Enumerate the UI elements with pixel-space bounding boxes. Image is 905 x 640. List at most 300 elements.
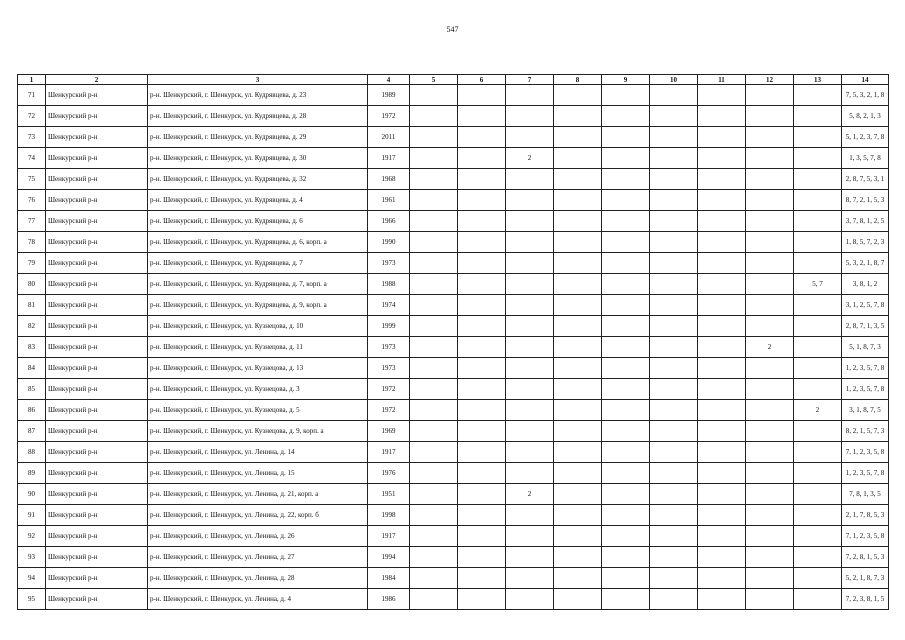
col12-cell bbox=[746, 316, 794, 337]
table-row bbox=[18, 232, 889, 253]
col12-cell bbox=[746, 568, 794, 589]
col7-cell bbox=[506, 253, 554, 274]
address-cell: р-н. Шенкурский, г. Шенкурск, ул. Ленина, д. 27 bbox=[148, 547, 368, 568]
col6-cell bbox=[458, 169, 506, 190]
col5-cell bbox=[410, 85, 458, 106]
col8-cell bbox=[554, 421, 602, 442]
col11-cell bbox=[698, 400, 746, 421]
col7-cell bbox=[506, 442, 554, 463]
district-cell: Шенкурский р-н bbox=[46, 484, 148, 505]
year-cell: 1990 bbox=[368, 232, 410, 253]
address-cell: р-н. Шенкурский, г. Шенкурск, ул. Кудрявцева, д. 6 bbox=[148, 211, 368, 232]
col13-cell bbox=[794, 505, 842, 526]
district-cell: Шенкурский р-н bbox=[46, 316, 148, 337]
column-header-5: 5 bbox=[410, 75, 458, 85]
col6-cell bbox=[458, 400, 506, 421]
col5-cell bbox=[410, 547, 458, 568]
col7-cell bbox=[506, 505, 554, 526]
col8-cell bbox=[554, 589, 602, 610]
col7-cell bbox=[506, 547, 554, 568]
col12-cell bbox=[746, 526, 794, 547]
col6-cell bbox=[458, 106, 506, 127]
col9-cell bbox=[602, 148, 650, 169]
address-cell: р-н. Шенкурский, г. Шенкурск, ул. Кудрявцева, д. 30 bbox=[148, 148, 368, 169]
district-cell: Шенкурский р-н bbox=[46, 421, 148, 442]
col14-cell: 3, 8, 1, 2 bbox=[842, 274, 889, 295]
year-cell: 1969 bbox=[368, 421, 410, 442]
table-row bbox=[18, 169, 889, 190]
col6-cell bbox=[458, 358, 506, 379]
header-row bbox=[18, 75, 889, 85]
col10-cell bbox=[650, 526, 698, 547]
table-row bbox=[18, 358, 889, 379]
col9-cell bbox=[602, 589, 650, 610]
col9-cell bbox=[602, 526, 650, 547]
col5-cell bbox=[410, 379, 458, 400]
col10-cell bbox=[650, 190, 698, 211]
col9-cell bbox=[602, 316, 650, 337]
row-number: 92 bbox=[18, 526, 46, 547]
col9-cell bbox=[602, 547, 650, 568]
district-cell: Шенкурский р-н bbox=[46, 505, 148, 526]
col5-cell bbox=[410, 484, 458, 505]
col10-cell bbox=[650, 106, 698, 127]
col14-cell: 8, 7, 2, 1, 5, 3 bbox=[842, 190, 889, 211]
col10-cell bbox=[650, 316, 698, 337]
col7-cell bbox=[506, 358, 554, 379]
page-number: 547 bbox=[446, 25, 459, 34]
table-row bbox=[18, 190, 889, 211]
col7-cell: 2 bbox=[506, 148, 554, 169]
table-row bbox=[18, 589, 889, 610]
address-cell: р-н. Шенкурский, г. Шенкурск, ул. Кудрявцева, д. 7 bbox=[148, 253, 368, 274]
table-row bbox=[18, 253, 889, 274]
col7-cell bbox=[506, 211, 554, 232]
year-cell: 1972 bbox=[368, 379, 410, 400]
year-cell: 1966 bbox=[368, 211, 410, 232]
address-cell: р-н. Шенкурский, г. Шенкурск, ул. Кудрявцева, д. 29 bbox=[148, 127, 368, 148]
col9-cell bbox=[602, 484, 650, 505]
col12-cell bbox=[746, 547, 794, 568]
col10-cell bbox=[650, 295, 698, 316]
col12-cell bbox=[746, 463, 794, 484]
col11-cell bbox=[698, 148, 746, 169]
table-row bbox=[18, 316, 889, 337]
col13-cell bbox=[794, 337, 842, 358]
col5-cell bbox=[410, 568, 458, 589]
col8-cell bbox=[554, 253, 602, 274]
col6-cell bbox=[458, 190, 506, 211]
col5-cell bbox=[410, 337, 458, 358]
col6-cell bbox=[458, 295, 506, 316]
col5-cell bbox=[410, 421, 458, 442]
row-number: 90 bbox=[18, 484, 46, 505]
col13-cell bbox=[794, 463, 842, 484]
col9-cell bbox=[602, 190, 650, 211]
row-number: 79 bbox=[18, 253, 46, 274]
address-cell: р-н. Шенкурский, г. Шенкурск, ул. Кузнецова, д. 11 bbox=[148, 337, 368, 358]
table-row bbox=[18, 85, 889, 106]
row-number: 94 bbox=[18, 568, 46, 589]
col13-cell bbox=[794, 190, 842, 211]
table-row bbox=[18, 568, 889, 589]
district-cell: Шенкурский р-н bbox=[46, 253, 148, 274]
col11-cell bbox=[698, 169, 746, 190]
col9-cell bbox=[602, 85, 650, 106]
year-cell: 2011 bbox=[368, 127, 410, 148]
col13-cell bbox=[794, 211, 842, 232]
column-header-10: 10 bbox=[650, 75, 698, 85]
col11-cell bbox=[698, 190, 746, 211]
year-cell: 1973 bbox=[368, 253, 410, 274]
col14-cell: 7, 1, 2, 3, 5, 8 bbox=[842, 526, 889, 547]
row-number: 76 bbox=[18, 190, 46, 211]
district-cell: Шенкурский р-н bbox=[46, 295, 148, 316]
col11-cell bbox=[698, 337, 746, 358]
address-cell: р-н. Шенкурский, г. Шенкурск, ул. Кузнецова, д. 13 bbox=[148, 358, 368, 379]
district-cell: Шенкурский р-н bbox=[46, 442, 148, 463]
col13-cell bbox=[794, 589, 842, 610]
col5-cell bbox=[410, 253, 458, 274]
col14-cell: 8, 2, 1, 5, 7, 3 bbox=[842, 421, 889, 442]
col10-cell bbox=[650, 253, 698, 274]
col11-cell bbox=[698, 253, 746, 274]
table-row bbox=[18, 379, 889, 400]
col5-cell bbox=[410, 211, 458, 232]
col13-cell: 5, 7 bbox=[794, 274, 842, 295]
col7-cell bbox=[506, 337, 554, 358]
col10-cell bbox=[650, 148, 698, 169]
col9-cell bbox=[602, 106, 650, 127]
col12-cell bbox=[746, 358, 794, 379]
col5-cell bbox=[410, 169, 458, 190]
row-number: 89 bbox=[18, 463, 46, 484]
col5-cell bbox=[410, 358, 458, 379]
column-header-3: 3 bbox=[148, 75, 368, 85]
row-number: 71 bbox=[18, 85, 46, 106]
table-body bbox=[18, 85, 889, 610]
col9-cell bbox=[602, 568, 650, 589]
col7-cell bbox=[506, 274, 554, 295]
col9-cell bbox=[602, 169, 650, 190]
col10-cell bbox=[650, 85, 698, 106]
address-cell: р-н. Шенкурский, г. Шенкурск, ул. Кудрявцева, д. 4 bbox=[148, 190, 368, 211]
col6-cell bbox=[458, 232, 506, 253]
col13-cell bbox=[794, 358, 842, 379]
register-table bbox=[17, 74, 889, 610]
col13-cell bbox=[794, 442, 842, 463]
col12-cell bbox=[746, 295, 794, 316]
col10-cell bbox=[650, 337, 698, 358]
row-number: 80 bbox=[18, 274, 46, 295]
row-number: 85 bbox=[18, 379, 46, 400]
col12-cell bbox=[746, 232, 794, 253]
col8-cell bbox=[554, 442, 602, 463]
address-cell: р-н. Шенкурский, г. Шенкурск, ул. Ленина, д. 15 bbox=[148, 463, 368, 484]
col11-cell bbox=[698, 211, 746, 232]
row-number: 93 bbox=[18, 547, 46, 568]
year-cell: 1999 bbox=[368, 316, 410, 337]
col8-cell bbox=[554, 337, 602, 358]
year-cell: 1986 bbox=[368, 589, 410, 610]
col7-cell bbox=[506, 568, 554, 589]
col5-cell bbox=[410, 463, 458, 484]
col8-cell bbox=[554, 85, 602, 106]
district-cell: Шенкурский р-н bbox=[46, 169, 148, 190]
year-cell: 1917 bbox=[368, 526, 410, 547]
col14-cell: 5, 1, 2, 3, 7, 8 bbox=[842, 127, 889, 148]
col11-cell bbox=[698, 484, 746, 505]
address-cell: р-н. Шенкурский, г. Шенкурск, ул. Ленина, д. 14 bbox=[148, 442, 368, 463]
col10-cell bbox=[650, 358, 698, 379]
col13-cell: 2 bbox=[794, 400, 842, 421]
year-cell: 1968 bbox=[368, 169, 410, 190]
col7-cell bbox=[506, 379, 554, 400]
district-cell: Шенкурский р-н bbox=[46, 148, 148, 169]
col12-cell bbox=[746, 85, 794, 106]
col6-cell bbox=[458, 337, 506, 358]
col13-cell bbox=[794, 148, 842, 169]
col11-cell bbox=[698, 295, 746, 316]
address-cell: р-н. Шенкурский, г. Шенкурск, ул. Кудрявцева, д. 32 bbox=[148, 169, 368, 190]
col10-cell bbox=[650, 211, 698, 232]
col8-cell bbox=[554, 463, 602, 484]
col13-cell bbox=[794, 526, 842, 547]
col10-cell bbox=[650, 484, 698, 505]
row-number: 78 bbox=[18, 232, 46, 253]
address-cell: р-н. Шенкурский, г. Шенкурск, ул. Ленина, д. 4 bbox=[148, 589, 368, 610]
column-header-14: 14 bbox=[842, 75, 889, 85]
col5-cell bbox=[410, 190, 458, 211]
col7-cell bbox=[506, 85, 554, 106]
col13-cell bbox=[794, 421, 842, 442]
col12-cell bbox=[746, 169, 794, 190]
col12-cell bbox=[746, 211, 794, 232]
col6-cell bbox=[458, 211, 506, 232]
col10-cell bbox=[650, 547, 698, 568]
column-header-2: 2 bbox=[46, 75, 148, 85]
column-header-1: 1 bbox=[18, 75, 46, 85]
col12-cell: 2 bbox=[746, 337, 794, 358]
col6-cell bbox=[458, 148, 506, 169]
col6-cell bbox=[458, 379, 506, 400]
col11-cell bbox=[698, 589, 746, 610]
col14-cell: 1, 8, 5, 7, 2, 3 bbox=[842, 232, 889, 253]
col14-cell: 7, 8, 1, 3, 5 bbox=[842, 484, 889, 505]
row-number: 95 bbox=[18, 589, 46, 610]
col12-cell bbox=[746, 400, 794, 421]
col14-cell: 2, 1, 7, 8, 5, 3 bbox=[842, 505, 889, 526]
col13-cell bbox=[794, 295, 842, 316]
address-cell: р-н. Шенкурский, г. Шенкурск, ул. Кузнецова, д. 5 bbox=[148, 400, 368, 421]
col8-cell bbox=[554, 505, 602, 526]
col11-cell bbox=[698, 379, 746, 400]
col10-cell bbox=[650, 463, 698, 484]
col8-cell bbox=[554, 400, 602, 421]
table-row bbox=[18, 484, 889, 505]
col13-cell bbox=[794, 316, 842, 337]
table-row bbox=[18, 505, 889, 526]
col12-cell bbox=[746, 253, 794, 274]
col9-cell bbox=[602, 211, 650, 232]
table-row bbox=[18, 106, 889, 127]
col13-cell bbox=[794, 484, 842, 505]
row-number: 91 bbox=[18, 505, 46, 526]
col5-cell bbox=[410, 106, 458, 127]
col9-cell bbox=[602, 358, 650, 379]
table-row bbox=[18, 463, 889, 484]
col5-cell bbox=[410, 232, 458, 253]
col8-cell bbox=[554, 232, 602, 253]
col11-cell bbox=[698, 232, 746, 253]
year-cell: 1988 bbox=[368, 274, 410, 295]
col5-cell bbox=[410, 316, 458, 337]
col7-cell: 2 bbox=[506, 484, 554, 505]
col11-cell bbox=[698, 505, 746, 526]
col14-cell: 1, 2, 3, 5, 7, 8 bbox=[842, 463, 889, 484]
year-cell: 1951 bbox=[368, 484, 410, 505]
col13-cell bbox=[794, 232, 842, 253]
col8-cell bbox=[554, 316, 602, 337]
col5-cell bbox=[410, 505, 458, 526]
col5-cell bbox=[410, 274, 458, 295]
col6-cell bbox=[458, 505, 506, 526]
col5-cell bbox=[410, 148, 458, 169]
address-cell: р-н. Шенкурский, г. Шенкурск, ул. Ленина, д. 26 bbox=[148, 526, 368, 547]
year-cell: 1973 bbox=[368, 337, 410, 358]
year-cell: 1989 bbox=[368, 85, 410, 106]
district-cell: Шенкурский р-н bbox=[46, 211, 148, 232]
column-header-11: 11 bbox=[698, 75, 746, 85]
col14-cell: 7, 5, 3, 2, 1, 8 bbox=[842, 85, 889, 106]
col6-cell bbox=[458, 127, 506, 148]
col14-cell: 1, 2, 3, 5, 7, 8 bbox=[842, 379, 889, 400]
year-cell: 1917 bbox=[368, 442, 410, 463]
col7-cell bbox=[506, 589, 554, 610]
col9-cell bbox=[602, 505, 650, 526]
col8-cell bbox=[554, 274, 602, 295]
col8-cell bbox=[554, 484, 602, 505]
district-cell: Шенкурский р-н bbox=[46, 526, 148, 547]
col13-cell bbox=[794, 253, 842, 274]
district-cell: Шенкурский р-н bbox=[46, 337, 148, 358]
col10-cell bbox=[650, 568, 698, 589]
table-row bbox=[18, 148, 889, 169]
col12-cell bbox=[746, 421, 794, 442]
col14-cell: 5, 8, 2, 1, 3 bbox=[842, 106, 889, 127]
row-number: 75 bbox=[18, 169, 46, 190]
col8-cell bbox=[554, 295, 602, 316]
address-cell: р-н. Шенкурский, г. Шенкурск, ул. Кузнецова, д. 9, корп. а bbox=[148, 421, 368, 442]
address-cell: р-н. Шенкурский, г. Шенкурск, ул. Кузнецова, д. 3 bbox=[148, 379, 368, 400]
col9-cell bbox=[602, 253, 650, 274]
col12-cell bbox=[746, 589, 794, 610]
col8-cell bbox=[554, 526, 602, 547]
table-row bbox=[18, 442, 889, 463]
col10-cell bbox=[650, 127, 698, 148]
col6-cell bbox=[458, 568, 506, 589]
col14-cell: 5, 2, 1, 8, 7, 3 bbox=[842, 568, 889, 589]
col11-cell bbox=[698, 316, 746, 337]
col9-cell bbox=[602, 463, 650, 484]
address-cell: р-н. Шенкурский, г. Шенкурск, ул. Кудрявцева, д. 6, корп. а bbox=[148, 232, 368, 253]
col10-cell bbox=[650, 589, 698, 610]
col14-cell: 3, 1, 8, 7, 5 bbox=[842, 400, 889, 421]
col13-cell bbox=[794, 106, 842, 127]
col12-cell bbox=[746, 442, 794, 463]
col10-cell bbox=[650, 274, 698, 295]
col7-cell bbox=[506, 400, 554, 421]
row-number: 74 bbox=[18, 148, 46, 169]
col10-cell bbox=[650, 232, 698, 253]
col6-cell bbox=[458, 547, 506, 568]
col9-cell bbox=[602, 400, 650, 421]
col14-cell: 7, 2, 8, 1, 5, 3 bbox=[842, 547, 889, 568]
district-cell: Шенкурский р-н bbox=[46, 379, 148, 400]
row-number: 83 bbox=[18, 337, 46, 358]
year-cell: 1972 bbox=[368, 400, 410, 421]
col14-cell: 2, 8, 7, 1, 3, 5 bbox=[842, 316, 889, 337]
col9-cell bbox=[602, 337, 650, 358]
col9-cell bbox=[602, 379, 650, 400]
year-cell: 1973 bbox=[368, 358, 410, 379]
district-cell: Шенкурский р-н bbox=[46, 589, 148, 610]
col6-cell bbox=[458, 589, 506, 610]
row-number: 86 bbox=[18, 400, 46, 421]
row-number: 84 bbox=[18, 358, 46, 379]
col6-cell bbox=[458, 442, 506, 463]
district-cell: Шенкурский р-н bbox=[46, 127, 148, 148]
year-cell: 1994 bbox=[368, 547, 410, 568]
row-number: 72 bbox=[18, 106, 46, 127]
table-row bbox=[18, 547, 889, 568]
address-cell: р-н. Шенкурский, г. Шенкурск, ул. Ленина, д. 21, корп. а bbox=[148, 484, 368, 505]
col11-cell bbox=[698, 274, 746, 295]
col10-cell bbox=[650, 421, 698, 442]
col9-cell bbox=[602, 232, 650, 253]
col6-cell bbox=[458, 463, 506, 484]
col9-cell bbox=[602, 421, 650, 442]
col12-cell bbox=[746, 274, 794, 295]
col7-cell bbox=[506, 127, 554, 148]
year-cell: 1976 bbox=[368, 463, 410, 484]
col12-cell bbox=[746, 106, 794, 127]
col10-cell bbox=[650, 379, 698, 400]
col8-cell bbox=[554, 169, 602, 190]
col8-cell bbox=[554, 148, 602, 169]
column-header-6: 6 bbox=[458, 75, 506, 85]
year-cell: 1974 bbox=[368, 295, 410, 316]
col10-cell bbox=[650, 400, 698, 421]
col8-cell bbox=[554, 358, 602, 379]
col13-cell bbox=[794, 568, 842, 589]
col11-cell bbox=[698, 568, 746, 589]
address-cell: р-н. Шенкурский, г. Шенкурск, ул. Ленина, д. 22, корп. б bbox=[148, 505, 368, 526]
district-cell: Шенкурский р-н bbox=[46, 400, 148, 421]
col14-cell: 3, 1, 2, 5, 7, 8 bbox=[842, 295, 889, 316]
col5-cell bbox=[410, 589, 458, 610]
col9-cell bbox=[602, 274, 650, 295]
col14-cell: 2, 8, 7, 5, 3, 1 bbox=[842, 169, 889, 190]
district-cell: Шенкурский р-н bbox=[46, 190, 148, 211]
col5-cell bbox=[410, 295, 458, 316]
col8-cell bbox=[554, 547, 602, 568]
col6-cell bbox=[458, 526, 506, 547]
col7-cell bbox=[506, 421, 554, 442]
col7-cell bbox=[506, 463, 554, 484]
col13-cell bbox=[794, 547, 842, 568]
year-cell: 1998 bbox=[368, 505, 410, 526]
